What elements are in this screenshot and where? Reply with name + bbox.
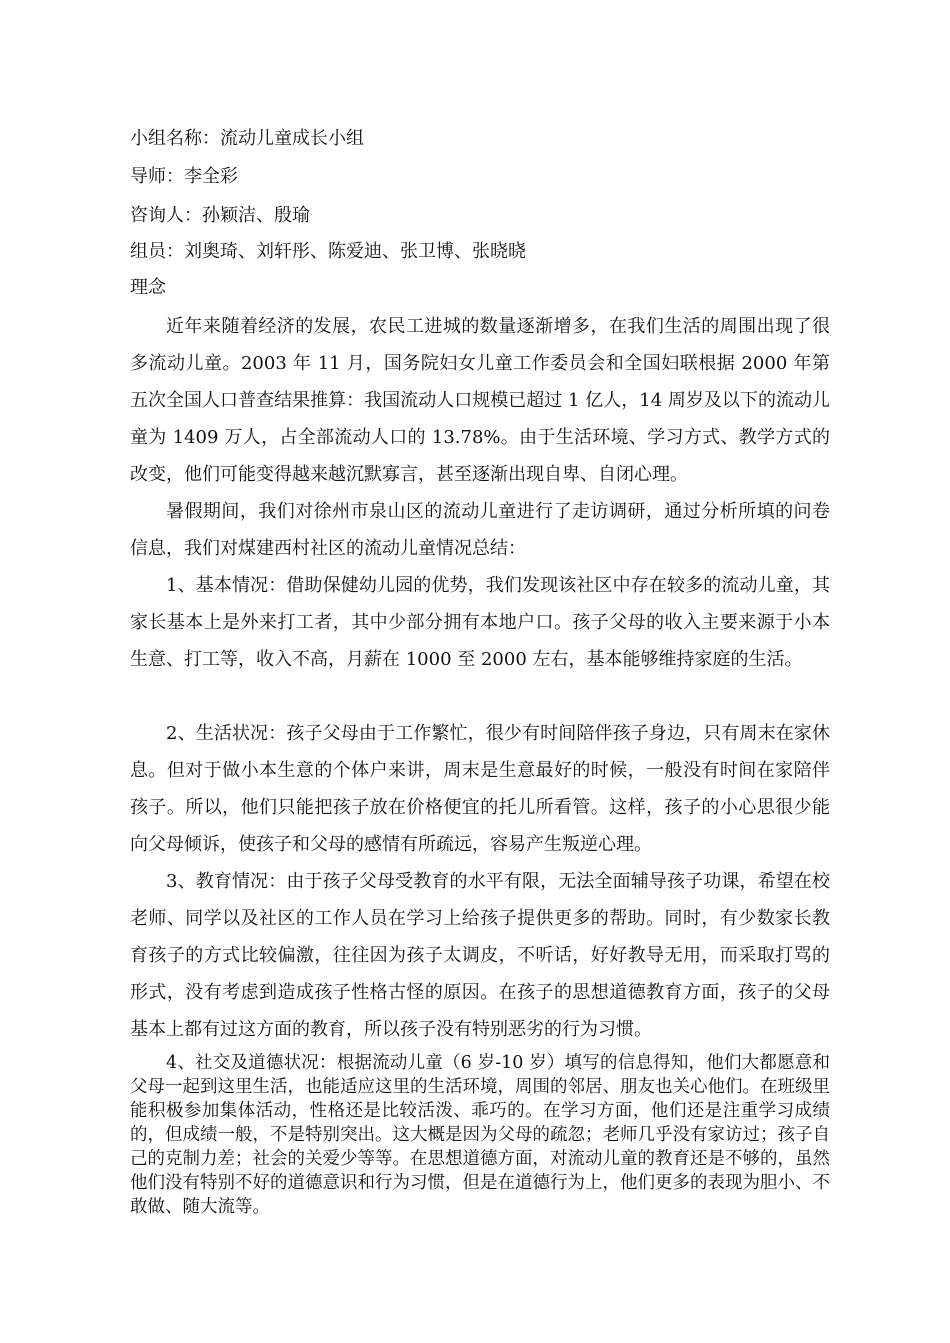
paragraph-social-moral-situation: 4、社交及道德状况：根据流动儿童（6 岁-10 岁）填写的信息得知，他们大都愿意和父母一起到这里生活，也能适应这里的生活环境，周围的邻居、朋友也关心他们。在班级里能积极参加集体活动，性格还是比较活泼、乖巧的。在学习方面，他们还是注重学习成绩的，但成绩一般，不是特别突出。这大概是因为父母的疏忽；老师几乎没有家访过；孩子自己的克制力差；社会的关爱少等等。在思想道德方面，对流动儿童的教育还是不够的，虽然他们没有特别不好的道德意识和行为习惯，但是在道德行为上，他们更多的表现为胆小、不敢做、随大流等。 — [130, 1053, 830, 1217]
section-title: 理念 — [130, 277, 166, 298]
mentor-line: 导师：李全彩 — [130, 166, 238, 187]
paragraph-intro: 近年来随着经济的发展，农民工进城的数量逐渐增多，在我们生活的周围出现了很多流动儿童。2003 年 11 月，国务院妇女儿童工作委员会和全国妇联根据 2000 年第五次全国人口普查结果推算：我国流动人口规模已超过 1 亿人，14 周岁及以下的流动儿童为 1409 万人，占全部流动人口的 13.78%。由于生活环境、学习方式、教学方式的改变，他们可能变得越来越沉默寡言，甚至逐渐出现自卑、自闭心理。 — [130, 316, 830, 485]
paragraph-survey: 暑假期间，我们对徐州市泉山区的流动儿童进行了走访调研，通过分析所填的问卷信息，我们对煤建西村社区的流动儿童情况总结： — [130, 501, 830, 559]
members-line: 组员：刘奥琦、刘轩彤、陈爱迪、张卫博、张晓晓 — [130, 241, 526, 262]
paragraph-basic-situation: 1、基本情况：借助保健幼儿园的优势，我们发现该社区中存在较多的流动儿童，其家长基本上是外来打工者，其中少部分拥有本地户口。孩子父母的收入主要来源于小本生意、打工等，收入不高，月薪在 1000 至 2000 左右，基本能够维持家庭的生活。 — [130, 575, 830, 670]
consultants-line: 咨询人：孙颖洁、殷瑜 — [130, 205, 310, 226]
paragraph-living-situation: 2、生活状况：孩子父母由于工作繁忙，很少有时间陪伴孩子身边，只有周末在家休息。但对于做小本生意的个体户来讲，周末是生意最好的时候，一般没有时间在家陪伴孩子。所以，他们只能把孩子放在价格便宜的托儿所看管。这样，孩子的小心思很少能向父母倾诉，使孩子和父母的感情有所疏远，容易产生叛逆心理。 — [130, 723, 830, 855]
group-name-line: 小组名称：流动儿童成长小组 — [130, 128, 364, 149]
paragraph-education-situation: 3、教育情况：由于孩子父母受教育的水平有限，无法全面辅导孩子功课，希望在校老师、同学以及社区的工作人员在学习上给孩子提供更多的帮助。同时，有少数家长教育孩子的方式比较偏激，往往因为孩子太调皮，不听话，好好教导无用，而采取打骂的形式，没有考虑到造成孩子性格古怪的原因。在孩子的思想道德教育方面，孩子的父母基本上都有过这方面的教育，所以孩子没有特别恶劣的行为习惯。 — [130, 871, 830, 1040]
